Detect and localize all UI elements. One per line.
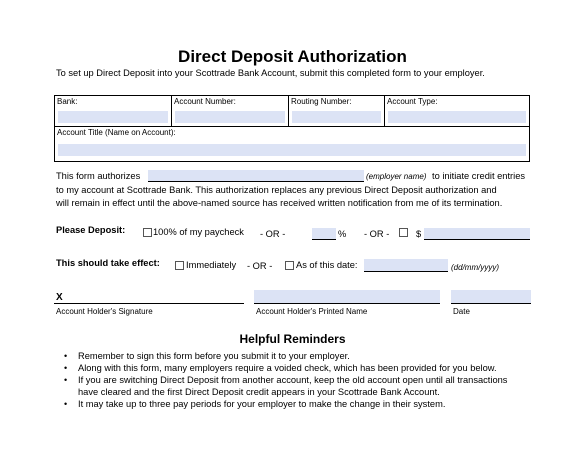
percent-underline xyxy=(312,228,336,240)
signature-date-underline xyxy=(451,290,531,304)
as-of-date-label: As of this date: xyxy=(296,260,358,270)
effective-label: This should take effect: xyxy=(56,258,160,268)
reminders-heading: Helpful Reminders xyxy=(239,332,346,346)
effective-date-underline xyxy=(364,259,448,272)
account-number-label: Account Number: xyxy=(174,97,236,106)
signature-date-label: Date xyxy=(453,307,470,316)
bank-cell[interactable] xyxy=(55,96,172,127)
printed-name-label: Account Holder's Printed Name xyxy=(256,307,368,316)
bullet-icon: • xyxy=(64,375,68,385)
bank-field[interactable] xyxy=(58,111,168,123)
bullet-icon: • xyxy=(64,351,68,361)
reminder-item: It may take up to three pay periods for your employer to make the change in their system. xyxy=(78,399,446,409)
amount-checkbox[interactable] xyxy=(399,228,408,237)
account-title-label: Account Title (Name on Account): xyxy=(57,128,176,137)
account-type-label: Account Type: xyxy=(387,97,438,106)
reminder-item: Remember to sign this form before you submit it to your employer. xyxy=(78,351,350,361)
account-title-cell[interactable] xyxy=(55,127,530,162)
authorization-line1 xyxy=(56,171,140,181)
signature-line[interactable] xyxy=(54,292,244,304)
immediately-label: Immediately xyxy=(186,260,237,270)
account-number-cell[interactable] xyxy=(172,96,289,127)
account-info-table xyxy=(54,95,530,162)
amount-underline xyxy=(424,228,530,240)
as-of-date-checkbox[interactable] xyxy=(285,261,294,270)
authorization-prefix: This form authorizes xyxy=(56,171,141,181)
signature-x-mark: X xyxy=(56,292,63,303)
page-subtitle: To set up Direct Deposit into your Scottrade Bank Account, submit this completed form to your employer. xyxy=(56,68,485,78)
reminder-item: Along with this form, many employers require a voided check, which has been provided for you below. xyxy=(78,363,497,373)
full-paycheck-label: 100% of my paycheck xyxy=(153,227,244,237)
bullet-icon: • xyxy=(64,363,68,373)
routing-number-field[interactable] xyxy=(292,111,381,123)
authorization-line3: will remain in effect until the above-named source has received written notification from me of its termination. xyxy=(56,198,503,208)
employer-name-underline xyxy=(148,170,364,182)
reminder-item: If you are switching Direct Deposit from another account, keep the old account open until all transactions xyxy=(78,375,508,385)
immediately-checkbox[interactable] xyxy=(175,261,184,270)
account-type-cell[interactable] xyxy=(385,96,530,127)
page-title: Direct Deposit Authorization xyxy=(178,47,407,66)
routing-number-cell[interactable] xyxy=(289,96,385,127)
account-number-field[interactable] xyxy=(175,111,285,123)
printed-name-underline xyxy=(254,290,440,304)
full-paycheck-checkbox[interactable] xyxy=(143,228,152,237)
percent-sign: % xyxy=(338,229,347,239)
deposit-or-2: - OR - xyxy=(364,229,390,239)
signature-label: Account Holder's Signature xyxy=(56,307,153,316)
date-format-hint: (dd/mm/yyyy) xyxy=(451,263,499,272)
deposit-or-1: - OR - xyxy=(260,229,286,239)
bullet-icon: • xyxy=(64,399,68,409)
effective-or: - OR - xyxy=(247,261,273,271)
authorization-line2: to my account at Scottrade Bank. This authorization replaces any previous Direct Deposit authorization and xyxy=(56,185,497,195)
bank-label: Bank: xyxy=(57,97,78,106)
routing-number-label: Routing Number: xyxy=(291,97,352,106)
account-title-field[interactable] xyxy=(58,144,526,156)
account-type-field[interactable] xyxy=(388,111,526,123)
employer-name-hint: (employer name) xyxy=(366,172,427,181)
deposit-label: Please Deposit: xyxy=(56,225,126,235)
dollar-sign: $ xyxy=(416,229,422,239)
reminder-item-continued: have cleared and the first Direct Deposit credit appears in your Scottrade Bank Account. xyxy=(78,387,440,397)
authorization-suffix: to initiate credit entries xyxy=(432,171,526,181)
